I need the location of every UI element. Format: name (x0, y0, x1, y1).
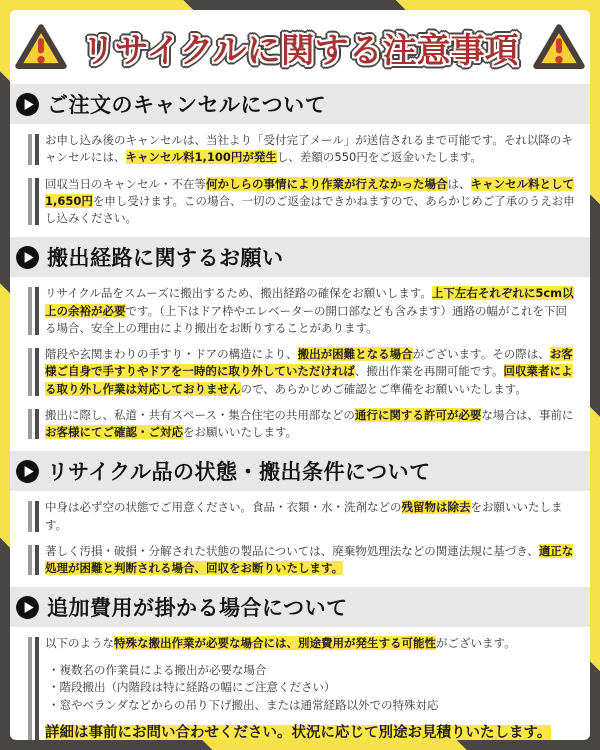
paragraph-text (45, 285, 575, 337)
body-text: をお願いいたします。 (45, 500, 563, 532)
highlighted-text: 搬出が困難となる場合 (297, 347, 413, 361)
section-title: リサイクル品の状態・搬出条件について (47, 460, 431, 485)
highlighted-text: 通行に関する許可が必要 (354, 407, 482, 422)
page-title: リサイクルに関する注意事項 (81, 30, 519, 71)
notice-frame (10, 10, 590, 740)
body-text: 回収当日のキャンセル・不在等 (45, 176, 206, 191)
body-text: リサイクル品をスムーズに搬出するため、搬出経路の確保をお願いします。 (45, 286, 432, 301)
notice-paragraph (28, 132, 575, 167)
section-title: ご注文のキャンセルについて (47, 93, 327, 117)
play-circle-icon (15, 459, 40, 484)
body-text: は、 (447, 176, 471, 191)
body-text: 、搬出作業を再開可能です。 (354, 364, 504, 379)
section-body (10, 627, 590, 740)
section-body (10, 491, 590, 587)
notice-section-3 (10, 451, 590, 587)
doc-header (10, 10, 590, 84)
body-text: 著しく汚損・破損・分解された状態の製品については、廃棄物処理法などの関連法規に基づき、 (45, 543, 539, 558)
highlighted-text: 特殊な搬出作業が必要な場合には、別途費用が発生する可能性 (114, 636, 436, 651)
notice-paragraph (28, 407, 575, 442)
body-text: がございます。 (436, 636, 516, 651)
notice-paragraph (28, 635, 575, 740)
highlighted-text: 上下左右それぞれに5cm以上の余裕が必要 (45, 286, 574, 318)
body-text: 以下のような (45, 636, 114, 651)
body-text: 中身は必ず空の状態でご用意ください。食品・衣類・水・洗剤などの (45, 500, 402, 515)
highlighted-text: 適正な処理が困難と判断される場合、回収をお断りいたします。 (45, 543, 574, 575)
section-header (10, 587, 590, 627)
paragraph-text (45, 132, 575, 167)
paragraph-text (45, 407, 575, 442)
play-circle-icon (15, 595, 40, 620)
notice-paragraph (28, 543, 575, 578)
section-header (10, 84, 590, 124)
body-text: し、差額の550円をご返金いたします。 (276, 150, 482, 165)
body-text: な場合は、事前に (481, 407, 574, 422)
paragraph-text (45, 499, 575, 534)
notice-section-4 (10, 587, 590, 740)
paragraph-text (45, 176, 575, 228)
section-body (10, 124, 590, 237)
play-circle-icon (15, 245, 40, 270)
bullet-list (45, 662, 575, 715)
bullet-item: ・階段搬出（内階段は特に経路の幅にご注意ください） (48, 680, 336, 695)
warning-triangle-icon (14, 23, 68, 72)
body-text: 階段や玄関まわりの手すり・ドアの構造により、 (45, 347, 298, 361)
bullet-item: ・複数名の作業員による搬出が必要な場合 (48, 662, 267, 677)
notice-section-2 (10, 237, 590, 451)
highlighted-text: お客様にてご確認・ご対応 (45, 425, 183, 439)
body-text: 搬出に際し、私道・共有スペース・集合住宅の共用部などの (45, 407, 355, 422)
section-title: 追加費用が掛かる場合について (47, 596, 348, 621)
section-header (10, 237, 590, 277)
bullet-item: ・窓やベランダなどからの吊り下げ搬出、または通常経路以外での特殊対応 (48, 698, 439, 713)
highlighted-text: 回収業者による取り外し作業は対応しておりません (45, 364, 573, 396)
section-header (10, 451, 590, 491)
body-text: お申し込み後のキャンセルは、当社より「受付完了メール」が送信されるまで可能です。それ以降のキャンセルには、 (45, 133, 573, 165)
highlighted-text: 残留物は除去 (401, 500, 471, 515)
play-circle-icon (15, 92, 40, 117)
section-body (10, 277, 590, 451)
body-text: をお願いいたします。 (183, 425, 298, 439)
body-text: ので、あらかじめご確認とご準備をお願いいたします。 (240, 381, 527, 396)
warning-triangle-icon (532, 23, 586, 72)
highlighted-text: 何かしらの事情により作業が行えなかった場合 (206, 176, 448, 191)
sections-container (10, 84, 590, 740)
notice-paragraph (28, 285, 575, 337)
body-text: です。（上下はドア枠やエレベーターの開口部なども含みます）通路の幅がこれを下回る場合、安全上の理由により搬出をお断りすることがあります。 (45, 303, 567, 335)
notice-section-1 (10, 84, 590, 237)
paragraph-text (45, 635, 575, 652)
notice-paragraph (28, 499, 575, 534)
body-text: がございます。その際は、 (412, 347, 550, 361)
final-note (45, 724, 575, 740)
paragraph-text (45, 543, 575, 578)
section-title: 搬出経路に関するお願い (47, 246, 284, 271)
paragraph-text (45, 346, 575, 398)
highlighted-text: キャンセル料1,100円が発生 (125, 150, 277, 165)
notice-paragraph (28, 346, 575, 398)
highlighted-text: 詳細は事前にお問い合わせください。状況に応じて別途お見積りいたします。 (45, 724, 552, 740)
highlighted-text: キャンセル料として1,650円 (45, 176, 574, 208)
notice-paragraph (28, 176, 575, 228)
highlighted-text: お客様ご自身で手すりやドアを一時的に取り外していただければ (45, 347, 573, 379)
body-text: を申し受けます。この場合、一切のご返金はできかねますので、あらかじめご了承のうえお申し込みください。 (45, 193, 575, 225)
